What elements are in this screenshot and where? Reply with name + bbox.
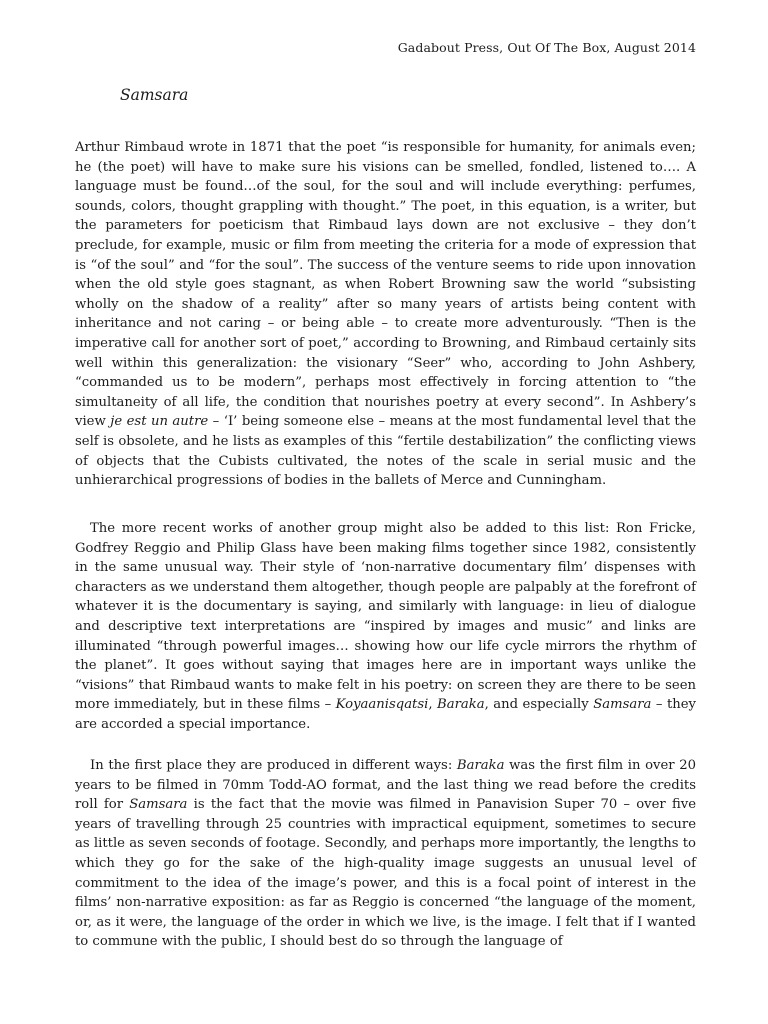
running-header: Gadabout Press, Out Of The Box, August 2014 — [397, 40, 696, 55]
film-title-koyaanisqatsi: Koyaanisqatsi — [335, 697, 429, 713]
paragraph-3 — [75, 756, 696, 952]
paragraph-1 — [75, 138, 696, 491]
paragraph-2 — [75, 519, 696, 735]
text-run: Arthur Rimbaud wrote in 1871 that the poet “is responsible for humanity, for animals even; he (the poet) will have to make sure his visions can be smelled, fondled, listened to…. A language must be found…of the soul, for the soul and will include everything: perfumes, sounds, colors, thought grappling with thought.” The poet, in this equation, is a writer, but the parameters for poeticism that Rimbaud lays down are not exclusive – they don’t preclude, for example, music or film from meeting the criteria for a mode of expression that is “of the soul” and “for the soul”. The success of the venture seems to ride upon innovation when the old style goes stagnant, as when Robert Browning saw the world “subsisting wholly on the shadow of a reality” after so many years of artists being content with inheritance and not caring – or being able – to create more adventurously. “Then is the imperative call for another sort of poet,” according to Browning, and Rimbaud certainly sits well within this generalization: the visionary “Seer” who, according to John Ashbery, “commanded us to be modern”, perhaps most effectively in forcing attention to “the simultaneity of all life, the condition that nourishes poetry at every second”. In Ashbery’s view — [75, 140, 696, 430]
text-run: – ‘I’ being someone else – means at the most fundamental level that the self is obsolete, and he lists as examples of this “fertile destabilization” the conflicting views of objects that the Cubists cultivated, the notes of the scale in serial music and the unhierarchical progressions of bodies in the ballets of Merce and Cunningham. — [75, 414, 697, 489]
film-title-baraka: Baraka — [456, 758, 505, 773]
text-run: was the first film in over 20 years to be filmed in 70mm Todd-AO format, and the last thing we read before the credits roll for — [75, 758, 696, 813]
italic-phrase: je est un autre — [110, 414, 209, 430]
text-run: , and especially — [484, 697, 594, 713]
film-title-samsara: Samsara — [593, 697, 652, 713]
text-run: – they are accorded a special importance. — [75, 697, 696, 732]
text-run: In the first place they are produced in different ways: — [90, 758, 457, 773]
film-title-baraka: Baraka — [437, 697, 485, 713]
text-run: The more recent works of another group might also be added to this list: Ron Fricke, Godfrey Reggio and Philip Glass have been making films together since 1982, consistently in the same unusual way. Their style of ‘non-narrative documentary film’ dispenses with characters as we understand them altogether, though people are palpably at the forefront of whatever it is the documentary is saying, and similarly with language: in lieu of dialogue and descriptive text interpretations are “inspired by images and music” and links are illuminated “through powerful images… showing how our life cycle mirrors the rhythm of the planet”. It goes without saying that images here are in important ways unlike the “visions” that Rimbaud wants to make felt in his poetry: on screen they are there to be seen more immediately, but in these films – — [75, 521, 696, 713]
film-title-samsara: Samsara — [129, 797, 188, 813]
text-run: , — [428, 697, 438, 713]
text-run: is the fact that the movie was filmed in Panavision Super 70 – over five years of travelling through 25 countries with impractical equipment, sometimes to secure as little as seven seconds of footage. Secondly, and perhaps more importantly, the lengths to which they go for the sake of the high-quality image suggests an unusual level of commitment to the idea of the image’s power, and this is a focal point of interest in the films’ non-narrative exposition: as far as Reggio is concerned “the language of the moment, or, as it were, the language of the order in which we live, is the image. I felt that if I wanted to commune with the public, I should best do so through the language of — [75, 797, 696, 950]
article-title: Samsara — [120, 86, 189, 104]
